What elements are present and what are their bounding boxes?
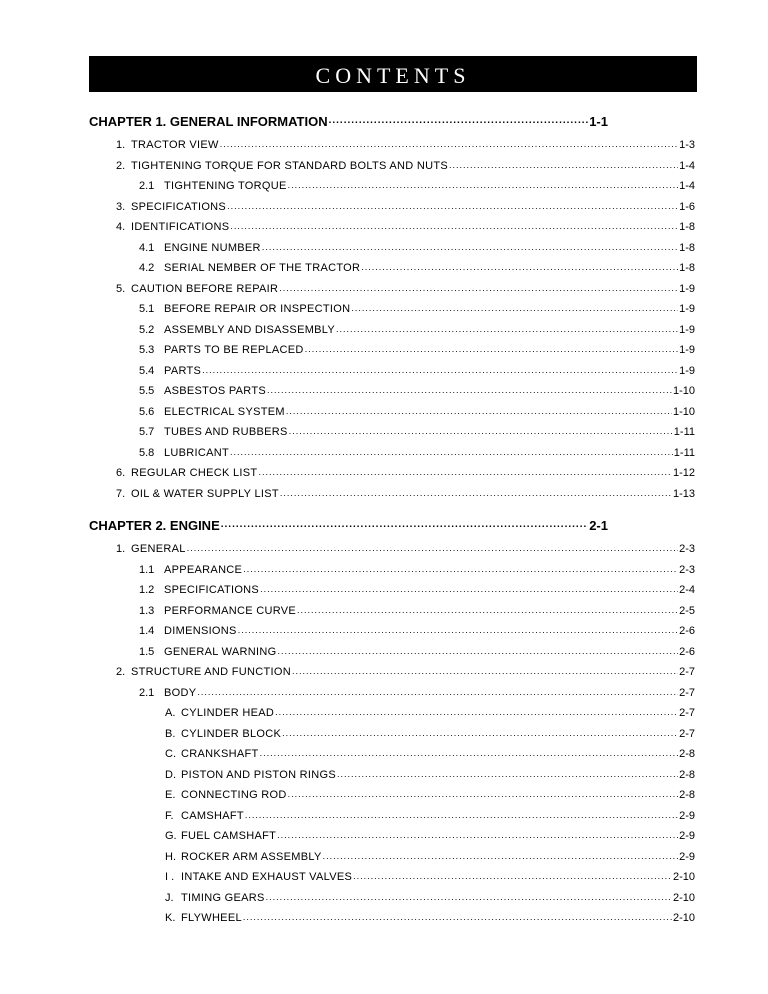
toc-entry-page-number: 1-9 [679,282,695,295]
toc-entry-number: A. [165,707,176,719]
toc-entry-number: E. [165,789,176,801]
toc-entry-number: 5.1 [139,303,155,315]
dot-leader [227,200,678,212]
toc-entry-title: TUBES AND RUBBERS [164,426,288,438]
toc-entry-page-number: 2-10 [672,891,695,904]
toc-entry-page-number: 2-10 [672,912,695,924]
toc-entry[interactable] [0,299,695,317]
toc-entry-number: 1. [116,543,126,555]
toc-entry[interactable] [0,484,695,502]
dot-leader [258,466,672,478]
toc-entry[interactable] [0,279,695,297]
toc-entry-page-number: 1-4 [679,180,695,192]
toc-entry-title: SPECIFICATIONS [131,200,227,213]
toc-entry-number: K. [165,912,176,924]
dot-leader [289,425,673,437]
toc-entry-number: H. [165,850,176,863]
toc-entry-page-number: 1-6 [679,200,695,213]
toc-entry-number: G. [165,830,177,842]
toc-entry-number: 1.5 [139,645,155,658]
toc-entry-page-number: 2-9 [679,809,695,822]
toc-entry-number: J. [165,891,174,904]
toc-entry-number: 7. [116,487,126,500]
toc-entry-page-number: 2-8 [679,789,695,801]
dot-leader [230,220,678,232]
dot-leader [292,665,678,677]
toc-entry[interactable] [0,888,695,906]
toc-entry-number: F. [165,809,174,822]
toc-entry-title: CYLINDER BLOCK [181,727,282,740]
toc-entry-page-number: 1-4 [679,159,695,172]
dot-leader [277,829,678,841]
toc-entry-number: 1.3 [139,604,155,617]
dot-leader [449,159,678,171]
toc-entry-page-number: 1-9 [679,364,695,377]
dot-leader [297,604,678,616]
toc-entry[interactable] [0,765,695,783]
toc-entry[interactable] [0,744,695,762]
toc-entry[interactable] [0,662,695,680]
toc-entry-number: D. [165,768,176,781]
dot-leader [202,364,678,376]
toc-entry-number: 5.6 [139,405,155,418]
toc-entry[interactable] [0,703,695,721]
toc-entry-title: ASSEMBLY AND DISASSEMBLY [164,323,336,336]
toc-entry-title: BODY [164,686,197,699]
dot-leader [288,788,678,800]
toc-entry-page-number: 2-9 [679,850,695,863]
dot-leader [243,563,678,575]
toc-entry-number: 5.3 [139,344,155,356]
toc-entry-page-number: 2-6 [679,625,695,637]
toc-entry-page-number: 2-7 [679,707,695,719]
toc-entry[interactable] [0,580,695,598]
toc-entry-page-number: 1-10 [672,405,695,418]
toc-entry-page-number: 2-9 [679,830,695,842]
toc-entry-title: APPEARANCE [164,563,243,576]
toc-entry-number: 5.7 [139,426,155,438]
toc-entry-number: 5.2 [139,323,155,336]
dot-leader [197,686,678,698]
toc-entry-page-number: 1-3 [679,139,695,151]
dot-leader [267,384,672,396]
toc-entry-title: GENERAL [131,543,186,555]
toc-entry[interactable] [0,381,695,399]
dot-leader [262,241,678,253]
chapter-page-number: 2-1 [589,518,608,533]
toc-entry[interactable] [0,785,695,803]
toc-entry-title: INTAKE AND EXHAUST VALVES [181,871,353,883]
toc-entry-title: CONNECTING ROD [181,789,287,801]
toc-entry-number: 2.1 [139,686,155,699]
toc-entry-title: FLYWHEEL [181,912,242,924]
toc-entry-title: CRANKSHAFT [181,748,259,760]
toc-entry-page-number: 2-8 [679,768,695,781]
toc-entry-number: C. [165,748,176,760]
dot-leader [230,446,673,458]
toc-entry[interactable] [0,908,695,926]
toc-entry-page-number: 1-9 [679,323,695,336]
toc-entry-title: PARTS [164,364,202,377]
dot-leader [361,261,678,273]
toc-entry-page-number: 1-11 [673,446,695,459]
dot-leader [260,583,678,595]
toc-entry-number: 1. [116,139,126,151]
toc-entry-title: DIMENSIONS [164,625,237,637]
toc-entry-number: I . [165,871,175,883]
toc-entry[interactable] [0,340,695,358]
toc-entry-number: 2. [116,159,126,172]
dot-leader [260,747,679,759]
toc-entry-title: IDENTIFICATIONS [131,221,230,233]
toc-chapter-heading[interactable] [0,112,608,130]
toc-entry[interactable] [0,826,695,844]
dot-leader [266,891,672,903]
toc-entry-title: PERFORMANCE CURVE [164,604,297,617]
toc-entry-title: SPECIFICATIONS [164,584,260,596]
dot-leader [221,519,588,531]
toc-entry-page-number: 2-10 [672,871,695,883]
toc-entry-page-number: 2-7 [679,686,695,699]
dot-leader [245,809,678,821]
toc-entry-page-number: 1-12 [672,467,695,479]
toc-entry-title: CAUTION BEFORE REPAIR [131,282,279,295]
toc-entry[interactable] [0,197,695,215]
toc-entry-title: STRUCTURE AND FUNCTION [131,666,291,678]
toc-entry[interactable] [0,724,695,742]
toc-entry-page-number: 1-9 [679,303,695,315]
toc-entry-title: SERIAL NEMBER OF THE TRACTOR [164,262,361,274]
toc-entry-page-number: 1-13 [672,487,695,500]
toc-entry[interactable] [0,601,695,619]
chapter-page-number: 1-1 [589,114,608,129]
toc-entry-number: 4. [116,221,126,233]
toc-entry-title: ROCKER ARM ASSEMBLY [181,850,322,863]
dot-leader [277,645,678,657]
toc-entry-page-number: 2-3 [679,543,695,555]
toc-entry-number: 4.2 [139,262,155,274]
toc-entry-page-number: 1-8 [679,241,695,254]
toc-entry-number: 5.8 [139,446,155,459]
toc-entry-number: 1.2 [139,584,155,596]
toc-entry-title: FUEL CAMSHAFT [181,830,277,842]
toc-entry-title: BEFORE REPAIR OR INSPECTION [164,303,351,315]
toc-entry-title: TRACTOR VIEW [131,139,219,151]
toc-entry-title: OIL & WATER SUPPLY LIST [131,487,279,500]
toc-entry[interactable] [0,320,695,338]
dot-leader [329,115,589,127]
toc-entry[interactable] [0,621,695,639]
toc-entry-number: 4.1 [139,241,155,254]
toc-entry[interactable] [0,463,695,481]
toc-entry-page-number: 2-7 [679,727,695,740]
toc-entry[interactable] [0,867,695,885]
toc-entry-title: ENGINE NUMBER [164,241,261,254]
toc-chapter-heading[interactable] [0,516,608,534]
dot-leader [220,138,678,150]
dot-leader [353,870,672,882]
toc-entry-title: ELECTRICAL SYSTEM [164,405,285,418]
toc-entry[interactable] [0,560,695,578]
toc-entry-title: GENERAL WARNING [164,645,277,658]
dot-leader [275,706,678,718]
toc-entry[interactable] [0,443,695,461]
toc-entry[interactable] [0,156,695,174]
toc-entry-number: 5.5 [139,385,155,397]
dot-leader [337,768,678,780]
toc-entry[interactable] [0,238,695,256]
toc-entry[interactable] [0,217,695,235]
toc-entry-page-number: 2-8 [679,748,695,760]
dot-leader [187,542,678,554]
toc-entry[interactable] [0,847,695,865]
toc-entry-page-number: 1-11 [673,426,695,438]
toc-entry-number: 2. [116,666,126,678]
dot-leader [288,179,678,191]
toc-entry-title: CYLINDER HEAD [181,707,275,719]
dot-leader [336,323,678,335]
toc-entry-page-number: 2-7 [679,666,695,678]
chapter-title: CHAPTER 2. ENGINE [89,518,220,533]
toc-entry-number: 1.1 [139,563,155,576]
toc-entry-title: LUBRICANT [164,446,230,459]
toc-entry-page-number: 2-3 [679,563,695,576]
toc-entry-page-number: 1-9 [679,344,695,356]
toc-entry-title: TIGHTENING TORQUE [164,180,287,192]
dot-leader [282,727,678,739]
dot-leader [243,911,672,923]
toc-entry[interactable] [0,361,695,379]
page-title: CONTENTS [89,56,697,92]
toc-entry[interactable] [0,135,695,153]
toc-entry[interactable] [0,258,695,276]
dot-leader [238,624,678,636]
toc-entry-title: TIGHTENING TORQUE FOR STANDARD BOLTS AND NUTS [131,159,449,172]
toc-entry-number: 2.1 [139,180,155,192]
toc-entry-page-number: 2-6 [679,645,695,658]
toc-entry-page-number: 2-5 [679,604,695,617]
toc-entry-page-number: 1-8 [679,221,695,233]
toc-entry[interactable] [0,402,695,420]
toc-entry-title: ASBESTOS PARTS [164,385,267,397]
dot-leader [286,405,672,417]
toc-entry[interactable] [0,176,695,194]
chapter-title: CHAPTER 1. GENERAL INFORMATION [89,114,328,129]
toc-entry-title: TIMING GEARS [181,891,265,904]
toc-entry-page-number: 1-8 [679,262,695,274]
dot-leader [279,282,678,294]
dot-leader [280,487,672,499]
toc-entry-number: 5. [116,282,126,295]
toc-entry-title: CAMSHAFT [181,809,244,822]
toc-entry-number: 6. [116,467,126,479]
toc-entry-number: B. [165,727,176,740]
toc-entry-title: REGULAR CHECK LIST [131,467,258,479]
toc-entry-number: 5.4 [139,364,155,377]
dot-leader [351,302,678,314]
toc-entry-page-number: 2-4 [679,584,695,596]
toc-entry-title: PARTS TO BE REPLACED [164,344,304,356]
toc-entry[interactable] [0,683,695,701]
dot-leader [305,343,678,355]
toc-entry[interactable] [0,806,695,824]
toc-entry-number: 3. [116,200,126,213]
toc-entry[interactable] [0,539,695,557]
toc-entry[interactable] [0,422,695,440]
toc-entry-title: PISTON AND PISTON RINGS [181,768,337,781]
toc-entry-page-number: 1-10 [672,385,695,397]
dot-leader [323,850,679,862]
toc-entry-number: 1.4 [139,625,155,637]
toc-entry[interactable] [0,642,695,660]
